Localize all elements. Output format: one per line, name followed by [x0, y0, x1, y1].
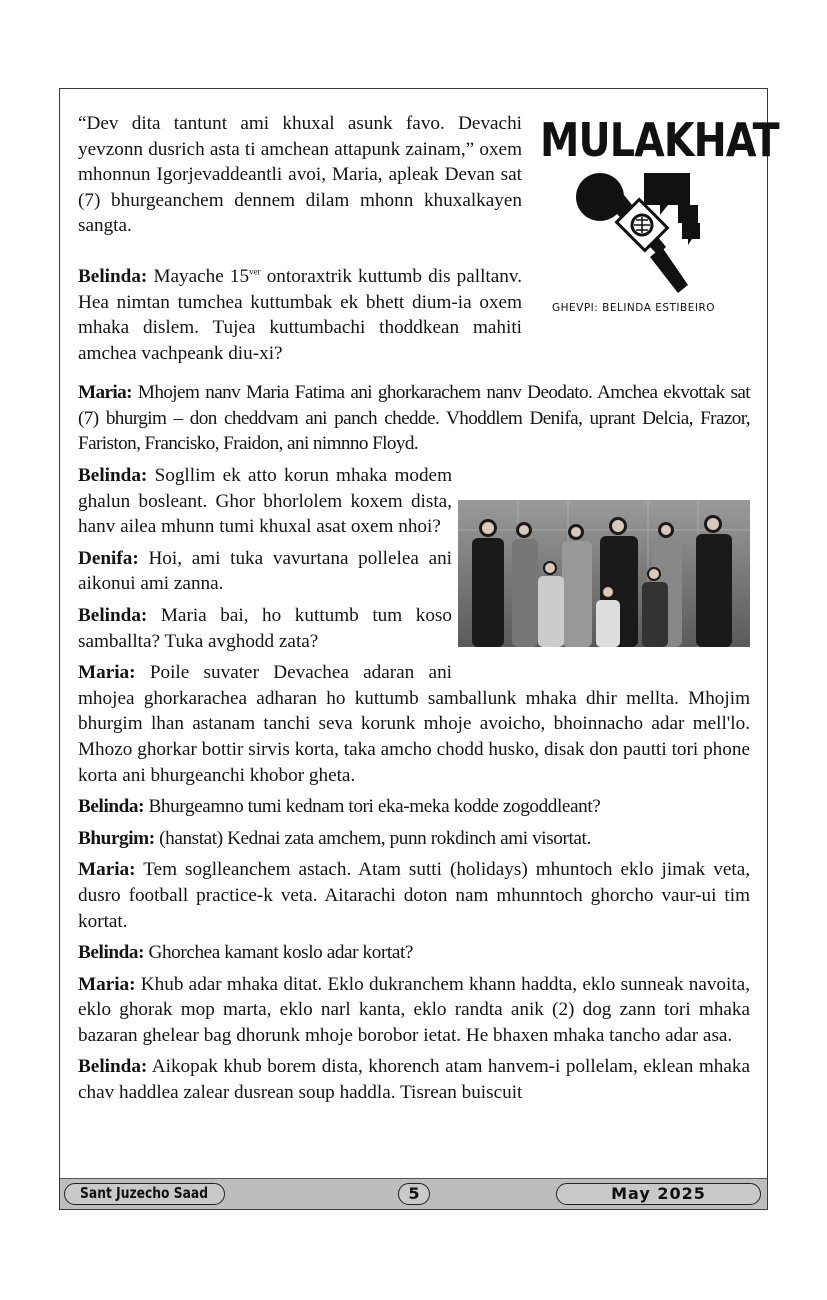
logo-credit: GHEVPI: BELINDA ESTIBEIRO [552, 302, 716, 314]
question-2-block [78, 463, 750, 1106]
page-number: 5 [398, 1183, 430, 1205]
question-4: Belinda: Bhurgeamno tumi kednam tori eka-meka kodde zogoddleant? [78, 796, 601, 818]
question-1: Belinda: Mayache $15^{ver}$ ontoraxtrik kuttumb dis palltanv. Hea nimtan tumchea kuttumbak ek bhett dium-ia oxem mhaka dislem. Tujea kuttumbachi thoddkean mahiti amchea vachpeank diu-xi? [78, 265, 523, 364]
question-6: Belinda: Aikopak khub borem dista, khorench atam hanvem-i pollelam, eklean mhaka chav haddlea zalear dusrean soup haddla. Tisrean buiscuit [78, 1056, 750, 1104]
intro-paragraph: “Dev dita tantunt ami khuxal asunk favo. Devachi yevzonn dusrich asta ti amchean attapunk zainam,” oxem mhonnun Igorjevaddeantli avoi, Maria, apleak Devan sat (7) bhurgeanchem dennem dilam mhonn khuxalkayen sangta. [78, 113, 522, 237]
mulakhat-logo [532, 113, 779, 323]
answer-1-block [78, 380, 750, 457]
publication-name: Sant Juzecho Saad [64, 1183, 225, 1205]
answer-6: Maria: Khub adar mhaka ditat. Eklo dukranchem khann haddta, eklo sunneak navoita, eklo ghorak mop marta, eklo narl kanta, eklo randta anik (2) dog zann tori mhaka bazaran ghelear bag dhorunk mhoje borobor ietat. He bhaxen mhaka tancho adar asa. [78, 973, 750, 1046]
answer-1: Maria: Mhojem nanv Maria Fatima ani ghorkarachem nanv Deodato. Amchea ekvottak sat (7) bhurgim – don cheddvam ani panch chedde. Vhoddlem Denifa, uprant Delcia, Frazor, Fariston, Francisko, Fraidon, ani nimnno Floyd. [78, 382, 750, 455]
question-3: Belinda: Maria bai, ho kuttumb tum koso samballta? Tuka avghodd zata? [78, 604, 452, 652]
speaker: Belinda: [78, 265, 148, 287]
answer-3: Maria: Poile suvater Devachea adaran ani mhojea ghorkarachea adharan ho kuttumb samballunk mhaka dhir mellta. Mhojim bhurgim lhan astanam tanchi seva korunk mhoje avoicho, bhoinnacho adar mell'lo. Mhozo ghorkar bottir sirvis korta, taka amcho chodd husko, disak don pautti tori phone korta ani bhurgeanchi khobor gheta. [78, 662, 750, 786]
logo-title: MULAKHAT [540, 113, 779, 167]
microphone-icon [570, 165, 745, 300]
intro-column [78, 111, 522, 366]
answer-4: Bhurgim: (hanstat) Kednai zata amchem, punn rokdinch ami visortat. [78, 827, 591, 849]
issue-date: May 2025 [556, 1183, 761, 1205]
question-5: Belinda: Ghorchea kamant koslo adar kortat? [78, 942, 414, 964]
answer-2: Denifa: Hoi, ami tuka vavurtana pollelea ani aikonui ami zanna. [78, 547, 453, 595]
answer-5: Maria: Tem soglleanchem astach. Atam sutti (holidays) mhuntoch eklo jimak veta, dusro football practice-k veta. Aitarachi doton nam mhunntoch ghorcho vaur-ui tim kortat. [78, 859, 751, 932]
question-2: Belinda: Sogllim ek atto korun mhaka modem ghalun bosleant. Ghor bhorlolem koxem dista, hanv ailea mhunn tumi khuxal asat oxem nhoi? [78, 465, 453, 538]
